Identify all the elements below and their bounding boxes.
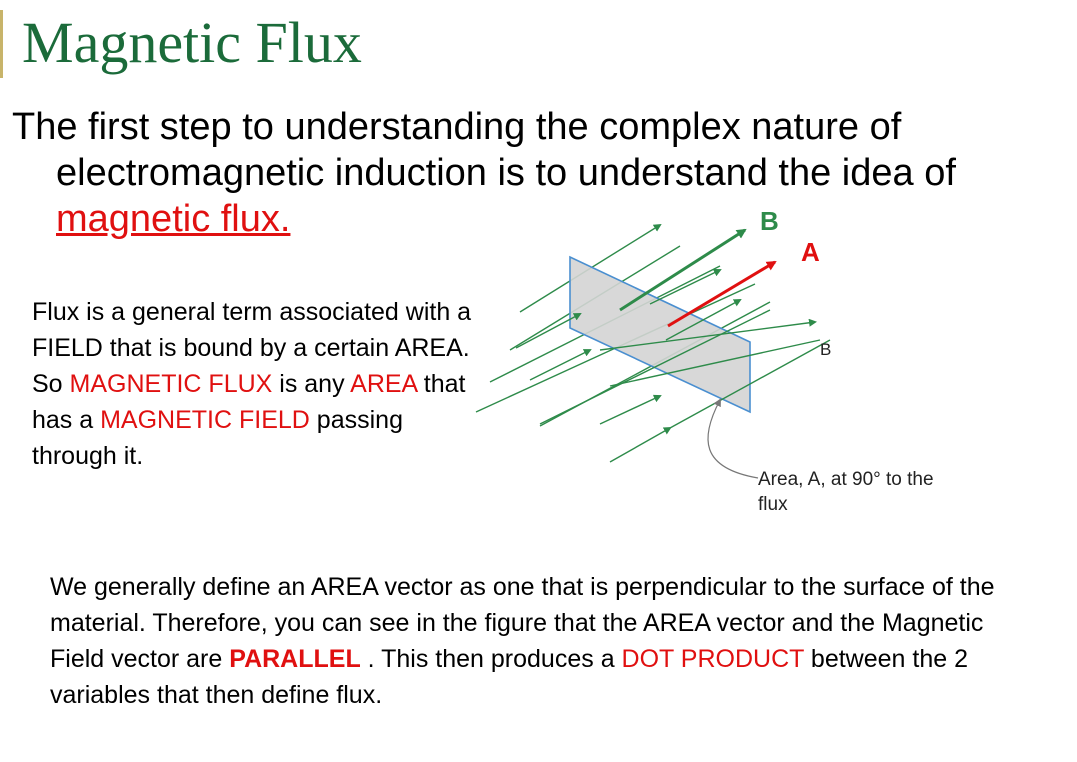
area-vector-explanation [50, 569, 1040, 713]
label-b-top: B [760, 206, 779, 236]
b-field-vector [620, 230, 745, 310]
field-line [610, 428, 670, 462]
intro-text: The first step to understanding the complex nature of electromagnetic induction is to understand the idea of [12, 106, 956, 194]
definition-text-3: that has a [32, 370, 466, 434]
caption-line-1: Area, A, at 90° to the [758, 469, 934, 490]
definition-text-1: Flux is a general term associated with a FIELD that is bound by a certain AREA. So [32, 298, 472, 398]
field-line [600, 396, 660, 424]
definition-highlight-magnetic-field: MAGNETIC FIELD [100, 406, 310, 434]
intro-highlight-magnetic-flux: magnetic flux. [56, 198, 291, 240]
field-line [650, 270, 720, 304]
title-accent-bar [0, 10, 3, 78]
explanation-highlight-parallel: PARALLEL [229, 645, 361, 673]
definition-highlight-area: AREA [350, 370, 417, 398]
label-b-field: B [820, 340, 832, 359]
explanation-text-1: We generally define an AREA vector as one that is perpendicular to the surface of the material. Therefore, you can see in the figure that the AREA vector and the Magnetic Field vector are [50, 573, 995, 673]
definition-highlight-magnetic-flux: MAGNETIC FLUX [69, 370, 273, 398]
slide-title: Magnetic Flux [22, 10, 362, 75]
area-vector [668, 262, 775, 326]
explanation-text-3: between the 2 variables that then define flux. [50, 645, 968, 709]
definition-text-4: passing through it. [32, 406, 403, 470]
magnetic-flux-diagram [470, 200, 990, 530]
definition-text-2: is any [272, 370, 351, 398]
field-line [516, 314, 580, 348]
label-a: A [801, 237, 820, 267]
flux-definition-paragraph [32, 294, 472, 474]
explanation-highlight-dot-product: DOT PRODUCT [621, 645, 804, 673]
caption-line-2: flux [758, 494, 788, 515]
field-line [530, 350, 590, 380]
explanation-text-2: . This then produces a [360, 645, 622, 673]
